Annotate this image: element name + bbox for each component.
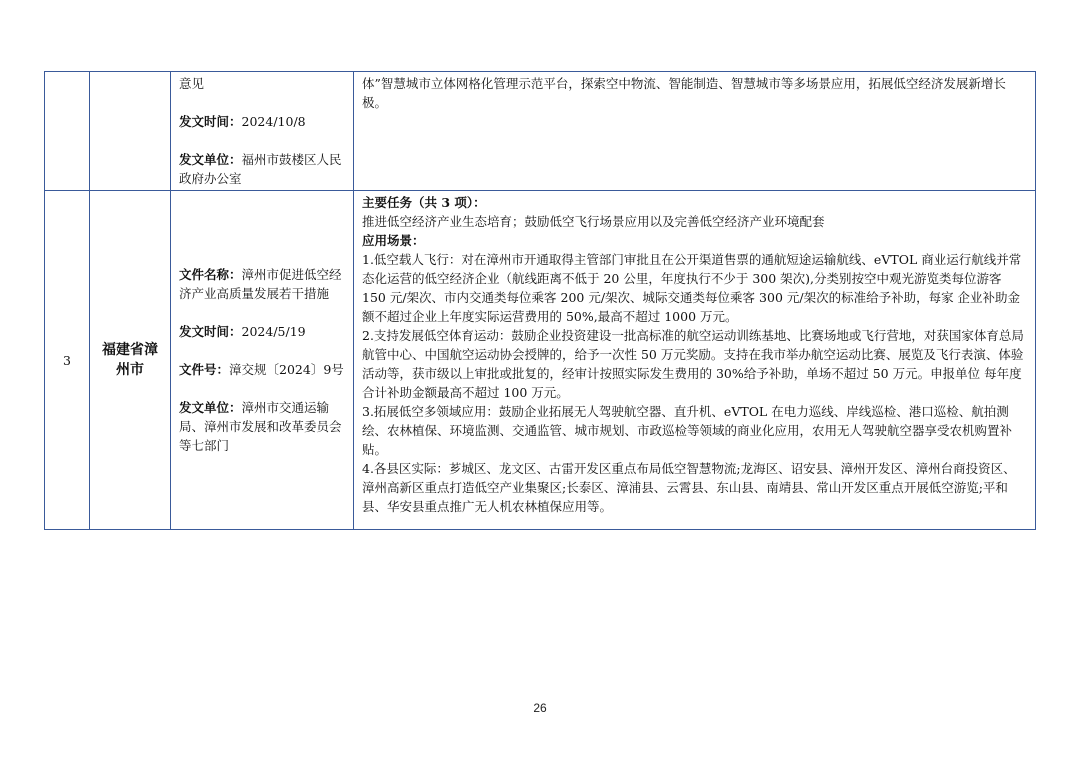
issuer-value: 漳州市交通运输局、漳州市发展和改革委员会等七部门 [179, 400, 342, 453]
date-value: 2024/5/19 [241, 324, 306, 339]
index-cell [45, 72, 90, 191]
content-text: 体”智慧城市立体网格化管理示范平台，探索空中物流、智能制造、智慧城市等多场景应用，拓展低空经济发展新增长极。 [362, 76, 1006, 110]
scene-item: 3.拓展低空多领域应用：鼓励企业拓展无人驾驶航空器、直升机、eVTOL 在电力巡线、岸线巡检、港口巡检、航拍测绘、农林植保、环境监测、交通监管、城市规划、市政巡检等领域的商业化应用，农用无人驾驶航空器享受农机购置补贴。 [362, 404, 1013, 457]
index-cell: 3 [45, 191, 90, 530]
city-cell [90, 72, 171, 191]
scene-item: 2.支持发展低空体育运动：鼓励企业投资建设一批高标准的航空运动训练基地、比赛场地或飞行营地，对获国家体育总局航管中心、中国航空运动协会授牌的，给予一次性 50 万元奖励。支持在我市举办航空运动比赛、展览及飞行表演、体验活动等，获市级以上审批或批复的，经审计按照实际发生费用的 30%给予补助，单场不超过 50 万元。申报单位 每年度合计补助金额最高不超过 100 万元。 [362, 328, 1024, 400]
content-cell [354, 191, 1036, 530]
issuer-label: 发文单位 [179, 152, 230, 167]
issuer-line: 发文单位：福州市鼓楼区人民政府办公室 [179, 152, 342, 186]
date-line: 发文时间：2024/5/19 [179, 324, 306, 339]
content-cell [354, 72, 1036, 191]
scene-item: 4.各县区实际：芗城区、龙文区、古雷开发区重点布局低空智慧物流;龙海区、诏安县、漳州开发区、漳州台商投资区、漳州高新区重点打造低空产业集聚区;长泰区、漳浦县、云霄县、东山县、南靖县、常山开发区重点开展低空游览;平和县、华安县重点推广无人机农林植保应用等。 [362, 461, 1016, 514]
issuer-line: 发文单位：漳州市交通运输局、漳州市发展和改革委员会等七部门 [179, 400, 342, 453]
name-line: 文件名称：漳州市促进低空经济产业高质量发展若干措施 [179, 267, 342, 301]
policy-table [44, 71, 1036, 530]
name-label: 文件名称 [179, 267, 230, 282]
tasks-heading: 主要任务（共 3 项）： [362, 195, 486, 210]
meta-cell [171, 72, 354, 191]
page-number: 26 [533, 701, 547, 715]
name-value: 漳州市促进低空经济产业高质量发展若干措施 [179, 267, 342, 301]
scenes-heading: 应用场景： [362, 233, 425, 248]
date-value: 2024/10/8 [241, 114, 306, 129]
table-row [45, 191, 1036, 530]
meta-continuation: 意见 [179, 76, 205, 91]
issuer-value: 福州市鼓楼区人民政府办公室 [179, 152, 342, 186]
scene-item: 1.低空载人飞行：对在漳州市开通取得主管部门审批且在公开渠道售票的通航短途运输航线、eVTOL 商业运行航线并常态化运营的低空经济企业（航线距离不低于 20 公里，年度执行不少于 300 架次),分类别按空中观光游览类每位游客 150 元/架次、市内交通类每位乘客 200 元/架次、城际交通类每位乘客 300 元/架次的标准给予补助，每家 企业补助金额不超过企业上年度实际运营费用的 50%,最高不超过 1000 万元。 [362, 252, 1022, 324]
date-line: 发文时间：2024/10/8 [179, 114, 306, 129]
tasks-text: 推进低空经济产业生态培育；鼓励低空飞行场景应用以及完善低空经济产业环境配套 [362, 214, 825, 229]
docno-label: 文件号 [179, 362, 217, 377]
docno-line: 文件号：漳交规〔2024〕9号 [179, 362, 344, 377]
table-row [45, 72, 1036, 191]
city-cell: 福建省漳州市 [90, 191, 171, 530]
meta-cell [171, 191, 354, 530]
docno-value: 漳交规〔2024〕9号 [229, 362, 344, 377]
date-label: 发文时间 [179, 114, 230, 129]
issuer-label: 发文单位 [179, 400, 230, 415]
date-label: 发文时间 [179, 324, 230, 339]
